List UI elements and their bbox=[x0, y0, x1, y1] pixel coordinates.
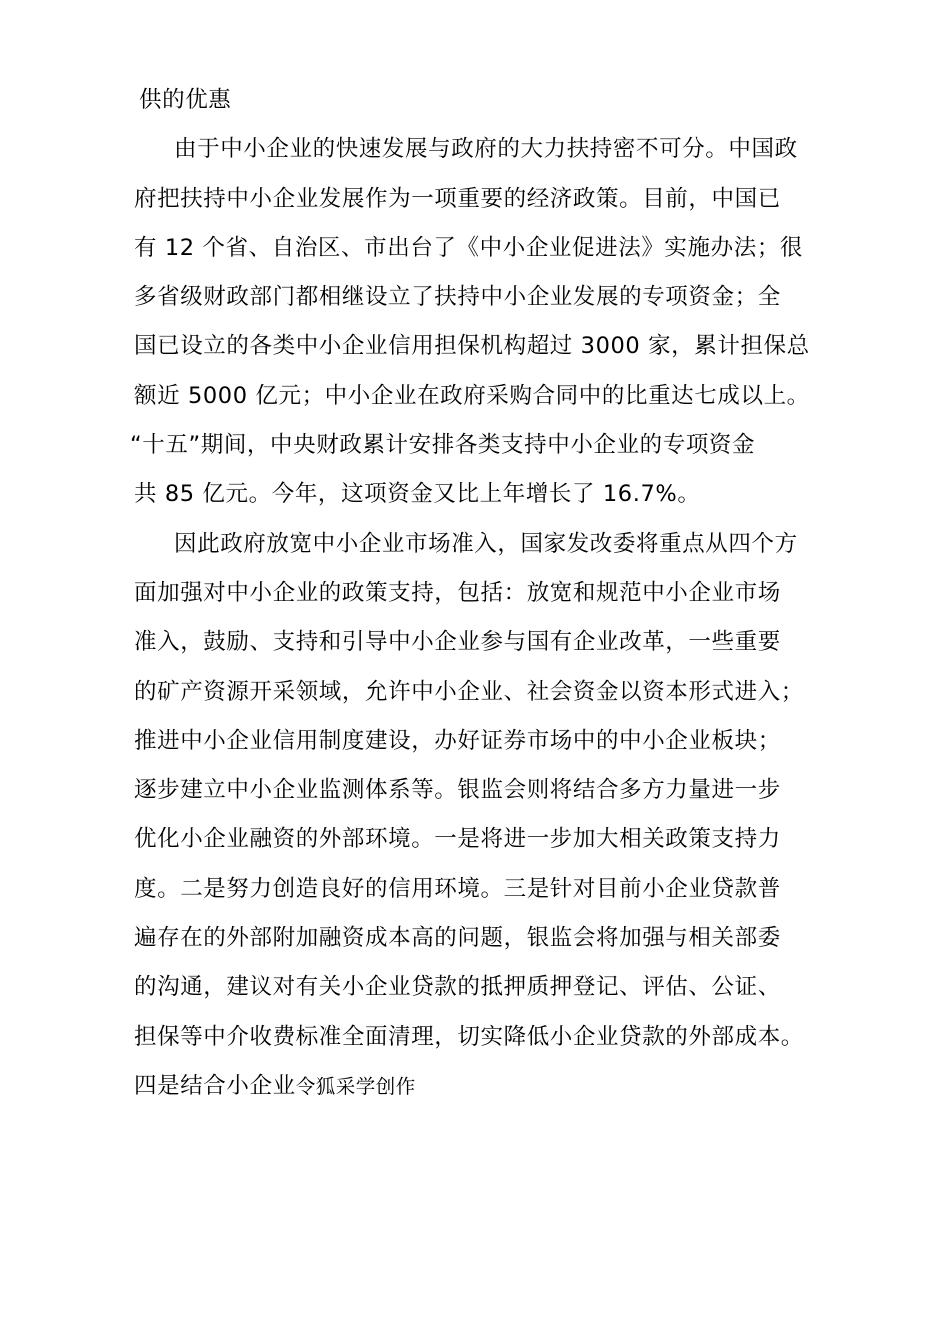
footer-mark: 令狐采学创作 bbox=[295, 1074, 416, 1098]
paragraph-line: 由于中小企业的快速发展与政府的大力扶持密不可分。中国政 bbox=[174, 136, 798, 163]
paragraph-line: 因此政府放宽中小企业市场准入，国家发改委将重点从四个方 bbox=[174, 530, 798, 557]
text-line: 担保等中介收费标准全面清理，切实降低小企业贷款的外部成本。 bbox=[134, 1023, 804, 1050]
text-line: 准入，鼓励、支持和引导中小企业参与国有企业改革，一些重要 bbox=[134, 629, 781, 656]
text-line: “十五”期间，中央财政累计安排各类支持中小企业的专项资金 bbox=[130, 432, 756, 459]
text-line: 面加强对中小企业的政策支持，包括：放宽和规范中小企业市场 bbox=[134, 579, 781, 606]
text-line: 遍存在的外部附加融资成本高的问题，银监会将加强与相关部委 bbox=[134, 925, 781, 952]
text-line: 府把扶持中小企业发展作为一项重要的经济政策。目前，中国已 bbox=[134, 185, 781, 212]
text-line: 共 85 亿元。今年，这项资金又比上年增长了 16.7%。 bbox=[134, 481, 701, 508]
text-line: 国已设立的各类中小企业信用担保机构超过 3000 家，累计担保总 bbox=[134, 333, 810, 360]
last-text-line bbox=[134, 1062, 834, 1111]
text-line: 度。二是努力创造良好的信用环境。三是针对目前小企业贷款普 bbox=[134, 875, 781, 902]
text-line: 优化小企业融资的外部环境。一是将进一步加大相关政策支持力 bbox=[134, 826, 781, 853]
text-line: 的矿产资源开采领域，允许中小企业、社会资金以资本形式进入； bbox=[134, 678, 804, 705]
text-line: 的沟通，建议对有关小企业贷款的抵押质押登记、评估、公证、 bbox=[134, 974, 781, 1001]
closing-text: 四是结合小企业 bbox=[134, 1072, 296, 1099]
text-line: 多省级财政部门都相继设立了扶持中小企业发展的专项资金；全 bbox=[134, 284, 781, 311]
text-line: 额近 5000 亿元；中小企业在政府采购合同中的比重达七成以上。 bbox=[134, 382, 810, 409]
text-line: 有 12 个省、自治区、市出台了《中小企业促进法》实施办法；很 bbox=[134, 234, 804, 261]
text-line: 逐步建立中小企业监测体系等。银监会则将结合多方力量进一步 bbox=[134, 777, 781, 804]
document-body bbox=[130, 76, 834, 1111]
text-line: 供的优惠 bbox=[139, 87, 232, 113]
text-line: 推进中小企业信用制度建设，办好证券市场中的中小企业板块； bbox=[134, 727, 781, 754]
